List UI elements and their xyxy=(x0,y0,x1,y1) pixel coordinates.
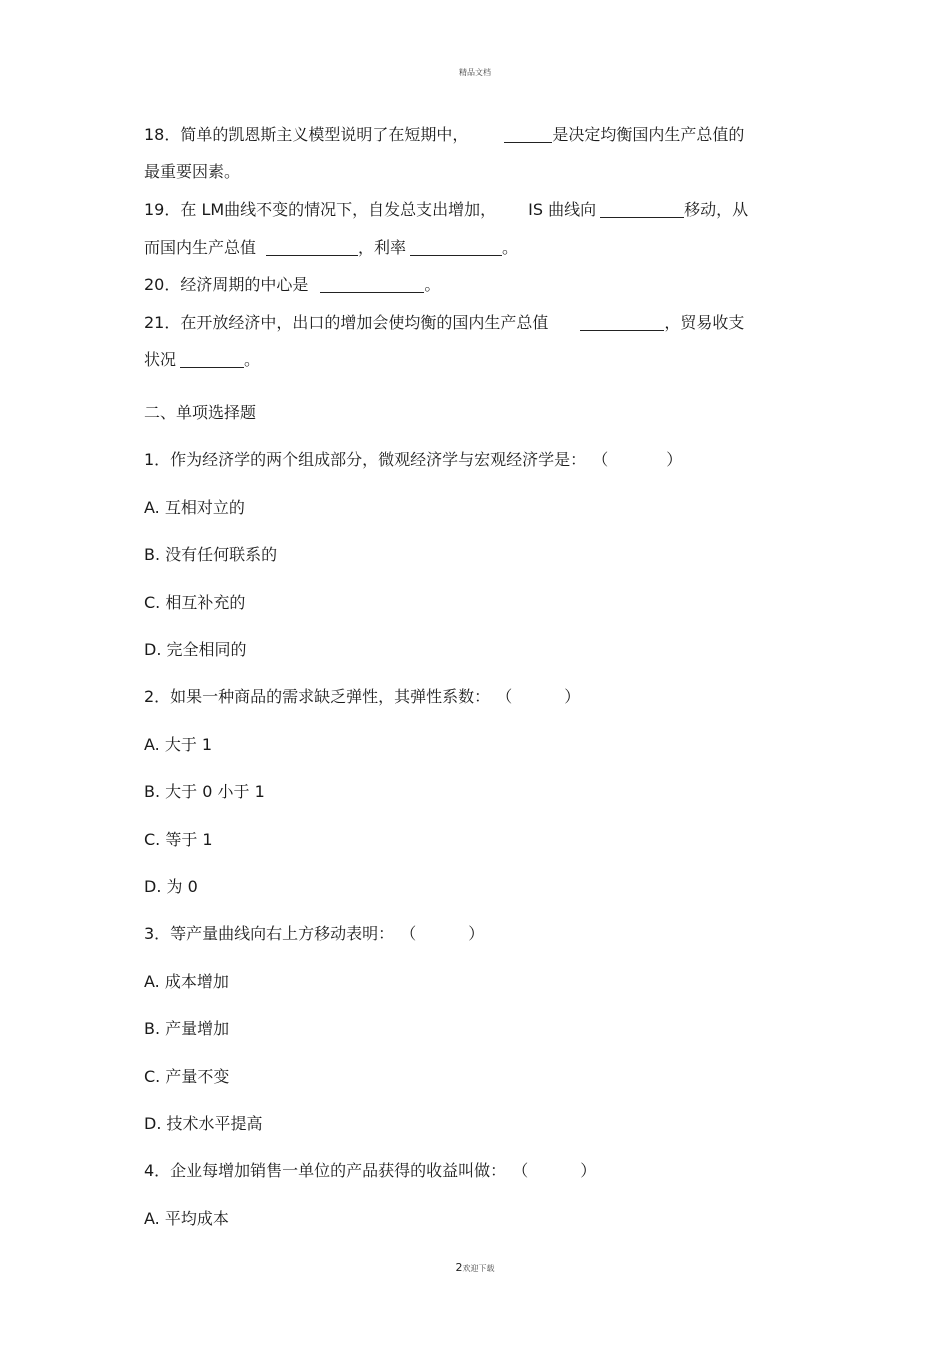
fill-in-21-text-b: ，贸易收支 xyxy=(664,313,745,332)
fill-in-18-text-b: 是决定均衡国内生产总值的 xyxy=(552,125,745,144)
question-4-text: 4．企业每增加销售一单位的产品获得的收益叫做： xyxy=(144,1161,507,1180)
question-2-option-d: D. 为 0 xyxy=(144,877,198,896)
fill-in-21-text-c: 状况 xyxy=(144,350,177,369)
fill-in-19-text-a: 19．在 LM曲线不变的情况下，自发总支出增加， xyxy=(144,200,497,219)
fill-in-18-line2: 最重要因素。 xyxy=(144,162,241,181)
footer-text: 欢迎下载 xyxy=(462,1264,495,1273)
answer-blank xyxy=(600,202,684,218)
paren-close: ） xyxy=(564,687,581,706)
fill-in-21-line1 xyxy=(144,312,744,334)
answer-blank xyxy=(320,277,424,293)
answer-blank xyxy=(504,127,552,143)
fill-in-18-text-a: 18．简单的凯恩斯主义模型说明了在短期中， xyxy=(144,125,469,144)
section-title: 二、单项选择题 xyxy=(144,403,257,422)
fill-in-19-text-c: 移动，从 xyxy=(684,200,749,219)
fill-in-21-line2 xyxy=(144,349,260,371)
paren-open: （ xyxy=(512,1161,529,1180)
page-number: 2 xyxy=(455,1261,463,1274)
question-2-stem xyxy=(144,686,580,708)
paren-open: （ xyxy=(592,450,609,469)
page-header: 精品文档 xyxy=(459,68,491,77)
question-3-stem xyxy=(144,923,484,945)
paren-close: ） xyxy=(468,924,485,943)
question-2-option-b: B. 大于 0 小于 1 xyxy=(144,782,265,801)
fill-in-19-line2 xyxy=(144,237,518,259)
paren-close: ） xyxy=(580,1161,597,1180)
question-1-option-a: A. 互相对立的 xyxy=(144,498,245,517)
fill-in-19-text-b: IS 曲线向 xyxy=(528,200,597,219)
fill-in-21-text-d: 。 xyxy=(244,350,261,369)
answer-blank xyxy=(580,315,664,331)
question-4-option-a: A. 平均成本 xyxy=(144,1209,229,1228)
question-2-option-a: A. 大于 1 xyxy=(144,735,213,754)
answer-blank xyxy=(266,240,358,256)
fill-in-21-text-a: 21．在开放经济中，出口的增加会使均衡的国内生产总值 xyxy=(144,313,549,332)
fill-in-19-line1 xyxy=(144,199,748,221)
fill-in-19-text-e: ，利率 xyxy=(358,238,407,257)
answer-blank xyxy=(180,352,244,368)
question-2-option-c: C. 等于 1 xyxy=(144,830,213,849)
question-3-option-d: D. 技术水平提高 xyxy=(144,1114,263,1133)
paren-close: ） xyxy=(666,450,683,469)
question-1-option-d: D. 完全相同的 xyxy=(144,640,247,659)
question-3-option-c: C. 产量不变 xyxy=(144,1067,230,1086)
question-3-text: 3．等产量曲线向右上方移动表明： xyxy=(144,924,395,943)
question-1-text: 1．作为经济学的两个组成部分，微观经济学与宏观经济学是： xyxy=(144,450,587,469)
fill-in-19-text-f: 。 xyxy=(502,238,519,257)
question-1-option-c: C. 相互补充的 xyxy=(144,593,246,612)
fill-in-20-line1 xyxy=(144,274,440,296)
question-3-option-a: A. 成本增加 xyxy=(144,972,229,991)
question-1-stem xyxy=(144,449,682,471)
paren-open: （ xyxy=(496,687,513,706)
page-footer xyxy=(0,1261,950,1274)
fill-in-19-text-d: 而国内生产总值 xyxy=(144,238,257,257)
question-3-option-b: B. 产量增加 xyxy=(144,1019,230,1038)
fill-in-20-text-a: 20．经济周期的中心是 xyxy=(144,275,309,294)
fill-in-20-text-b: 。 xyxy=(424,275,441,294)
question-1-option-b: B. 没有任何联系的 xyxy=(144,545,278,564)
question-2-text: 2．如果一种商品的需求缺乏弹性，其弹性系数： xyxy=(144,687,491,706)
fill-in-18-line1 xyxy=(144,124,744,146)
answer-blank xyxy=(410,240,502,256)
question-4-stem xyxy=(144,1160,596,1182)
paren-open: （ xyxy=(400,924,417,943)
